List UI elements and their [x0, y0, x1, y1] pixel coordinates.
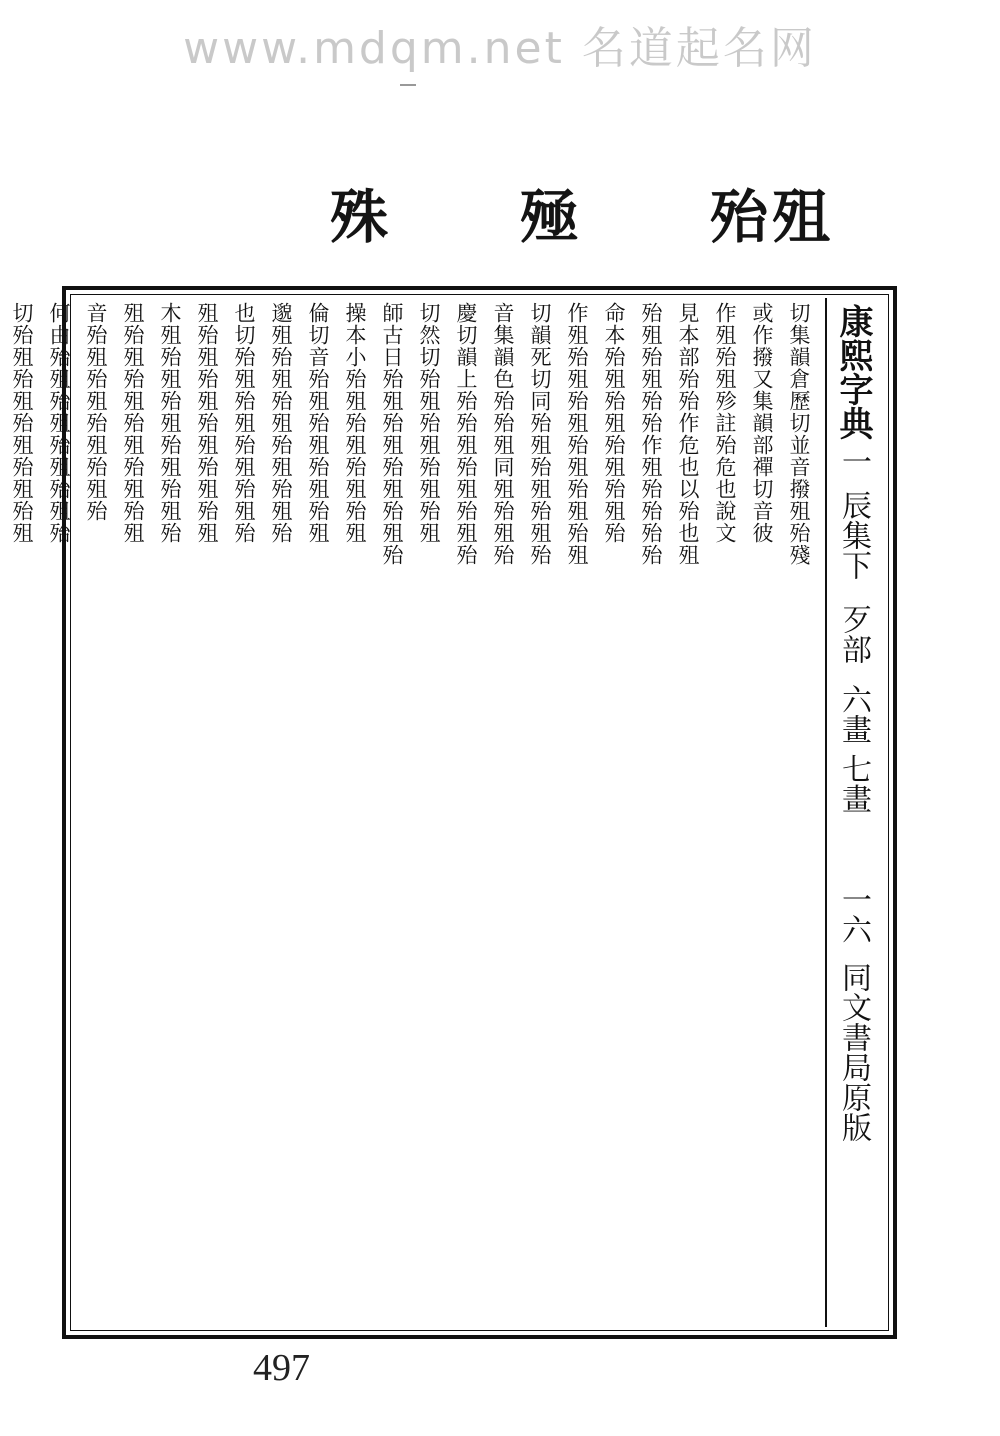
- text-column: 或作撥又集韻部禪切音彼: [750, 302, 774, 544]
- page-number: 497: [253, 1347, 310, 1389]
- text-column: 音殆殂殆殂殆殂殆殂殆: [84, 302, 108, 522]
- seal-glyph: 殆殂: [710, 183, 835, 251]
- text-column: 邈殂殆殂殆殂殆殂殆殂殆: [269, 302, 293, 544]
- seal-script-headings: [330, 170, 850, 250]
- seal-glyph: 殛: [520, 183, 583, 251]
- text-column: 切然切殆殂殆殂殆殂殆殂: [417, 302, 441, 544]
- text-column: 見本部殆殆作危也以殆也殂: [676, 302, 700, 566]
- text-column: 命本殆殂殆殂殆殂殆殂殆: [602, 302, 626, 544]
- radical-label: 歹部: [836, 604, 871, 664]
- text-column: 切集韻倉歷切並音撥殂殆殘: [787, 302, 811, 566]
- page-frame: [10, 286, 897, 1339]
- text-column: 切韻死切同殆殂殆殂殆殂殆: [528, 302, 552, 566]
- running-header: [831, 304, 875, 1324]
- dictionary-body: [10, 302, 817, 1323]
- volume-number: 一: [836, 446, 871, 476]
- text-column: 也切殆殂殆殂殆殂殆殂殆: [232, 302, 256, 544]
- watermark: www.mdqm.net 名道起名网: [183, 23, 817, 74]
- text-column: 殂殆殂殆殂殆殂殆殂殆殂: [195, 302, 219, 544]
- text-column: 慶切韻上殆殆殂殆殂殆殂殆: [454, 302, 478, 566]
- text-column: 倫切音殆殂殆殂殆殂殆殂: [306, 302, 330, 544]
- text-column: 作殂殆殂殆殂殆殂殆殂殆殂: [565, 302, 589, 566]
- text-column: 殂殆殂殆殂殆殂殆殂殆殂: [121, 302, 145, 544]
- folio-number: 一六: [836, 883, 871, 944]
- text-column: 操本小殆殂殆殂殆殂殆殂: [343, 302, 367, 544]
- text-column: 切殆殂殆殂殆殂殆殂殆殂: [10, 302, 34, 544]
- dictionary-title: 康熙字典: [833, 304, 873, 440]
- text-column: 師古日殆殂殆殂殆殂殆殂殆: [380, 302, 404, 566]
- text-column: 音集韻色殆殆殂同殂殆殂殆: [491, 302, 515, 566]
- collection-section: 辰集下: [836, 490, 871, 580]
- text-column: 作殂殆殂殄註殆危也說文: [713, 302, 737, 544]
- seal-glyph: 殊: [330, 183, 393, 251]
- stroke-count-label: 六畫 七畫: [836, 684, 871, 814]
- text-column: 何由殆殂殆殂殆殂殆殂殆: [47, 302, 71, 544]
- text-column: 殆殂殆殂殆殆作殂殆殆殆殆: [639, 302, 663, 566]
- header-divider: [825, 298, 827, 1327]
- text-column: 木殂殆殂殆殂殆殂殆殂殆: [158, 302, 182, 544]
- text-column: [0, 302, 3, 1323]
- publisher-label: 同文書局原版: [836, 961, 871, 1142]
- top-tick-mark: [400, 84, 416, 86]
